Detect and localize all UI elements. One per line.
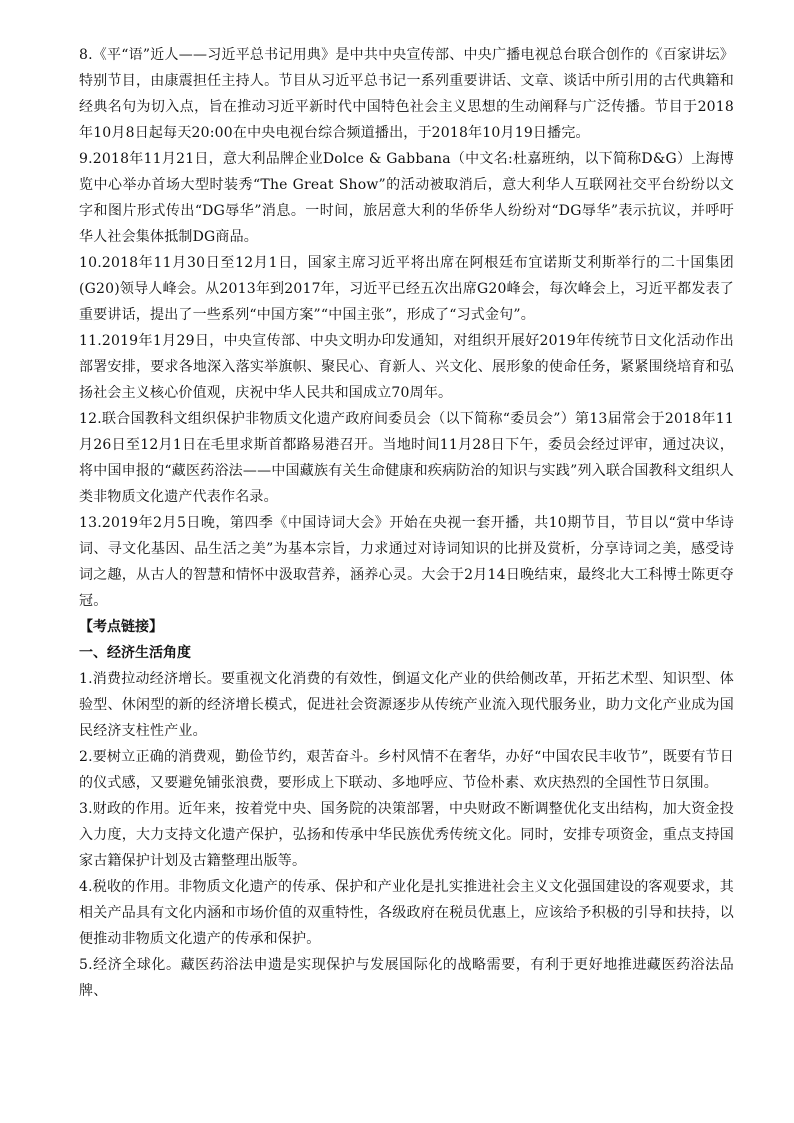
section-label: 【考点链接】 (79, 619, 163, 635)
point-3: 3.财政的作用。近年来，按着党中央、国务院的决策部署，中央财政不断调整优化支出结构，加大资金投入力度，大力支持文化遗产保护，弘扬和传承中华民族优秀传统文化。同时，安排专项资金，重点支持国家古籍保护计划及古籍整理出版等。 (79, 801, 734, 869)
news-item-10: 10.2018年11月30日至12月1日，国家主席习近平将出席在阿根廷布宜诺斯艾利斯举行的二十国集团(G20)领导人峰会。从2013年到2017年，习近平已经五次出席G20峰会，每次峰会上，习近平都发表了重要讲话，提出了一些系列“中国方案”“中国主张”，形成了“习式金句”。 (79, 255, 734, 323)
point-1: 1.消费拉动经济增长。要重视文化消费的有效性，倒逼文化产业的供给侧改革，开拓艺术型、知识型、体验型、休闲型的新的经济增长模式，促进社会资源逐步从传统产业流入现代服务业，助力文化产业成为国民经济支柱性产业。 (79, 671, 734, 739)
news-item-11: 11.2019年1月29日，中央宣传部、中央文明办印发通知，对组织开展好2019年传统节日文化活动作出部署安排，要求各地深入落实举旗帜、聚民心、育新人、兴文化、展形象的使命任务，紧紧围绕培育和弘扬社会主义核心价值观，庆祝中华人民共和国成立70周年。 (79, 333, 734, 401)
news-item-12: 12.联合国教科文组织保护非物质文化遗产政府间委员会（以下简称“委员会”）第13届常会于2018年11月26日至12月1日在毛里求斯首都路易港召开。当地时间11月28日下午，委员会经过评审，通过决议，将中国申报的“藏医药浴法——中国藏族有关生命健康和疾病防治的知识与实践”列入联合国教科文组织人类非物质文化遗产代表作名录。 (79, 411, 734, 505)
point-2: 2.要树立正确的消费观，勤俭节约，艰苦奋斗。乡村风情不在奢华，办好“中国农民丰收节”，既要有节日的仪式感，又要避免铺张浪费，要形成上下联动、多地呼应、节俭朴素、欢庆热烈的全国性节日氛围。 (79, 749, 734, 791)
point-5: 5.经济全球化。藏医药浴法申遗是实现保护与发展国际化的战略需要，有利于更好地推进藏医药浴法品牌、 (79, 957, 734, 999)
news-item-13: 13.2019年2月5日晚，第四季《中国诗词大会》开始在央视一套开播，共10期节目，节目以“赏中华诗词、寻文化基因、品生活之美”为基本宗旨，力求通过对诗词知识的比拼及赏析，分享诗词之美，感受诗词之趣，从古人的智慧和情怀中汲取营养，涵养心灵。大会于2月14日晚结束，最终北大工科博士陈更夺冠。 (79, 515, 734, 609)
subsection-title: 一、经济生活角度 (79, 645, 191, 661)
news-item-9: 9.2018年11月21日，意大利品牌企业Dolce & Gabbana（中文名:杜嘉班纳，以下简称D&G）上海博览中心举办首场大型时装秀“The Great Show”的活动被取消后，意大利华人互联网社交平台纷纷以文字和图片形式传出“DG辱华”消息。一时间，旅居意大利的华侨华人纷纷对“DG辱华”表示抗议，并呼吁华人社会集体抵制DG商品。 (79, 151, 734, 245)
point-4: 4.税收的作用。非物质文化遗产的传承、保护和产业化是扎实推进社会主义文化强国建设的客观要求，其相关产品具有文化内涵和市场价值的双重特性，各级政府在税员优惠上，应该给予积极的引导和扶持，以便推动非物质文化遗产的传承和保护。 (79, 879, 734, 947)
news-item-8: 8.《平“语”近人——习近平总书记用典》是中共中央宣传部、中央广播电视总台联合创作的《百家讲坛》特别节目，由康震担任主持人。节目从习近平总书记一系列重要讲话、文章、谈话中所引用的古代典籍和经典名句为切入点，旨在推动习近平新时代中国特色社会主义思想的生动阐释与广泛传播。节目于2018年10月8日起每天20:00在中央电视台综合频道播出，于2018年10月19日播完。 (79, 47, 734, 141)
